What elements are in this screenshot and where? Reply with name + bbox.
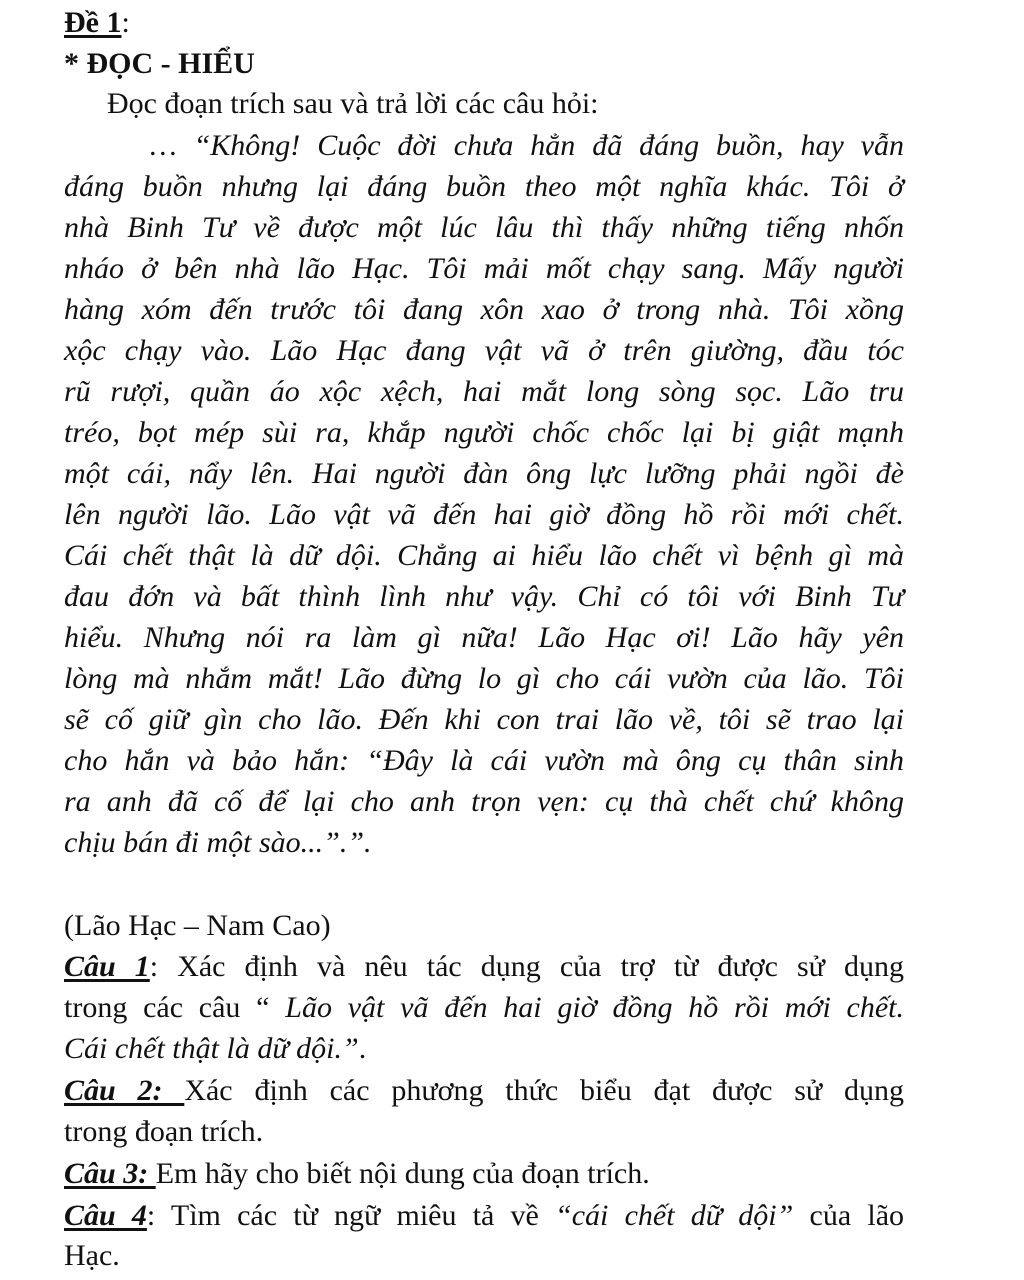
question-1-line: Câu 1: Xác định và nêu tác dụng của trợ từ được sử dụng (64, 950, 904, 983)
question-4-label: Câu 4 (64, 1199, 147, 1232)
passage-line: lòng mà nhắm mắt! Lão đừng lo gì cho cái vườn của lão. Tôi (64, 662, 904, 695)
question-4-line: Câu 4: Tìm các từ ngữ miêu tả về “cái chết dữ dội” của lão (64, 1199, 905, 1232)
question-2-line: trong đoạn trích. (64, 1115, 264, 1148)
passage-line: đáng buồn nhưng lại đáng buồn theo một nghĩa khác. Tôi ở (64, 170, 904, 203)
exam-number: Đề 1 (64, 6, 122, 39)
passage-line: nhà Binh Tư về được một lúc lâu thì thấy những tiếng nhốn (64, 211, 904, 244)
question-3-label: Câu 3: (64, 1157, 156, 1190)
passage-line: ra anh đã cố để lại cho anh trọn vẹn: cụ thà chết chứ không (64, 785, 904, 818)
question-1-line: Cái chết thật là dữ dội.”. (64, 1032, 367, 1065)
passage-line: nháo ở bên nhà lão Hạc. Tôi mải mốt chạy sang. Mấy người (64, 252, 904, 285)
passage-line: cho hắn và bảo hắn: “Đây là cái vườn mà ông cụ thân sinh (64, 744, 904, 777)
question-1-label: Câu 1 (64, 950, 150, 983)
passage-line: Cái chết thật là dữ dội. Chẳng ai hiểu lão chết vì bệnh gì mà (64, 539, 904, 572)
passage-line: tréo, bọt mép sùi ra, khắp người chốc chốc lại bị giật mạnh (64, 416, 904, 449)
passage-line: chịu bán đi một sào...”.”. (64, 826, 372, 859)
passage-source: (Lão Hạc – Nam Cao) (64, 909, 331, 942)
question-2-label: Câu 2: (64, 1074, 185, 1107)
question-4-line: Hạc. (64, 1239, 120, 1272)
passage-line: đau đớn và bất thình lình như vậy. Chỉ có tôi với Binh Tư (64, 580, 904, 613)
question-2-line: Câu 2: Xác định các phương thức biểu đạt được sử dụng (64, 1074, 904, 1107)
passage-line: … “Không! Cuộc đời chưa hẳn đã đáng buồn, hay vẫn (150, 129, 904, 162)
passage-line: lên người lão. Lão vật vã đến hai giờ đồng hồ rồi mới chết. (64, 498, 904, 531)
passage-line: hàng xóm đến trước tôi đang xôn xao ở trong nhà. Tôi xồng (64, 293, 904, 326)
instruction-text: Đọc đoạn trích sau và trả lời các câu hỏi: (107, 87, 599, 120)
passage-line: sẽ cố giữ gìn cho lão. Đến khi con trai lão về, tôi sẽ trao lại (64, 703, 904, 736)
question-3-line: Câu 3: Em hãy cho biết nội dung của đoạn trích. (64, 1157, 650, 1190)
passage-line: một cái, nẩy lên. Hai người đàn ông lực lưỡng phải ngồi đè (64, 457, 904, 490)
passage-line: xộc chạy vào. Lão Hạc đang vật vã ở trên giường, đầu tóc (64, 334, 904, 367)
question-1-line: trong các câu “ Lão vật vã đến hai giờ đồng hồ rồi mới chết. (64, 991, 904, 1024)
section-heading: * ĐỌC - HIỂU (64, 47, 255, 80)
passage-line: rũ rượi, quần áo xộc xệch, hai mắt long sòng sọc. Lão tru (64, 375, 904, 408)
exam-title: Đề 1: (64, 6, 130, 39)
passage-line: hiểu. Nhưng nói ra làm gì nữa! Lão Hạc ơi! Lão hãy yên (64, 621, 904, 654)
